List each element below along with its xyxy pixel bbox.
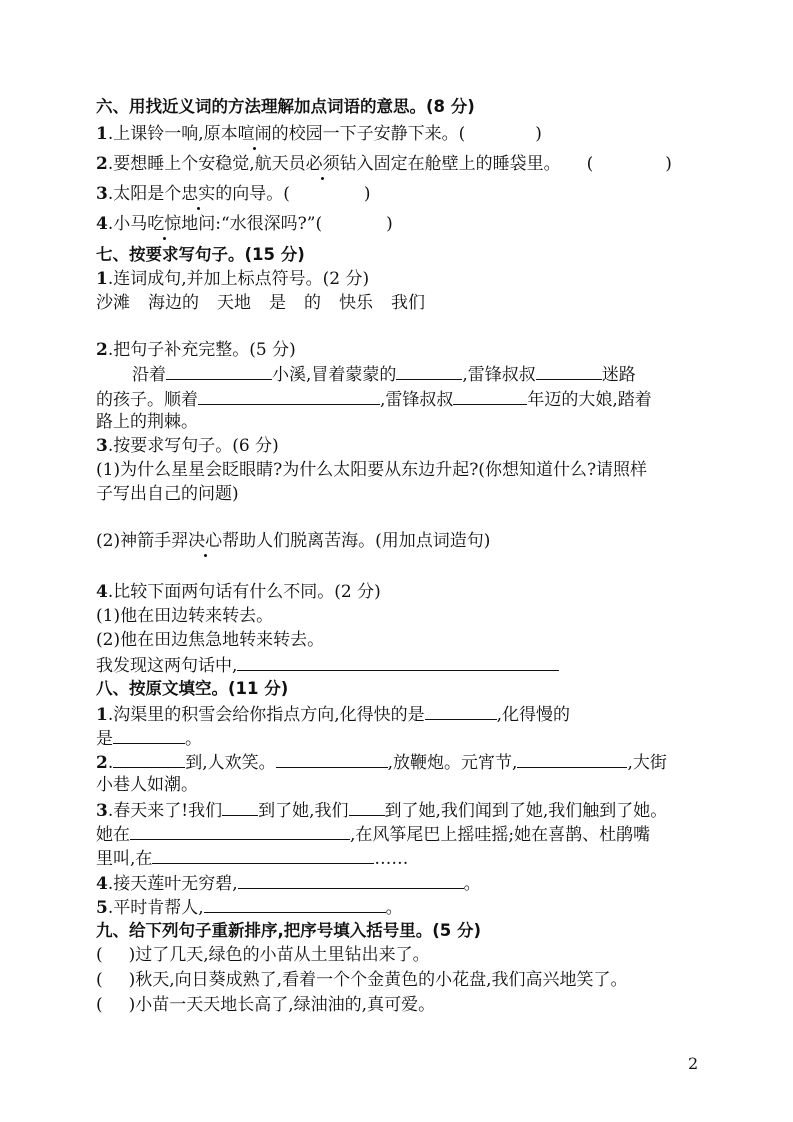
text: .比较下面两句话有什么不同。(2 分) bbox=[107, 582, 381, 602]
text: .按要求写句子。(6 分) bbox=[107, 436, 279, 456]
s7-q3-part-2 bbox=[96, 530, 490, 552]
s8-question-1-cont bbox=[96, 726, 202, 750]
bracket-close: ) bbox=[128, 995, 136, 1015]
text: .接天莲叶无穷碧, bbox=[107, 874, 238, 894]
question-number: 3 bbox=[96, 184, 108, 204]
question-number: 4 bbox=[96, 214, 108, 234]
s8-question-3-line-3 bbox=[96, 846, 408, 870]
text: 秋天,向日葵成熟了,看着一个个金黄色的小花盘,我们高兴地笑了。 bbox=[135, 970, 628, 990]
text: .小马 bbox=[107, 214, 148, 234]
s6-question-2 bbox=[96, 153, 672, 175]
text: 到,人欢笑。 bbox=[185, 753, 276, 773]
text: 小溪,冒着蒙蒙的 bbox=[272, 365, 397, 385]
text: 沿着 bbox=[132, 365, 166, 385]
text: 帮助人们脱离苦海。(用加点词造句) bbox=[222, 531, 491, 551]
question-number: 5 bbox=[96, 898, 108, 918]
word: 是 bbox=[269, 293, 286, 313]
text: .上课铃一响,原本 bbox=[107, 124, 238, 144]
text: .要想睡上个安稳觉,航天员 bbox=[107, 154, 306, 174]
text: 的校园一下子安静下来。( bbox=[271, 124, 466, 144]
text: 迷路 bbox=[601, 365, 636, 385]
text: 到了她,我们 bbox=[258, 801, 349, 821]
answer-blank[interactable] bbox=[237, 653, 559, 671]
s9-item-2 bbox=[96, 969, 628, 991]
text: ,雷锋叔叔 bbox=[380, 390, 454, 410]
question-number: 3 bbox=[96, 436, 108, 456]
dotted-word: 喧闹 bbox=[237, 124, 272, 144]
text: 过了几天,绿色的小苗从土里钻出来了。 bbox=[135, 945, 430, 965]
answer-blank[interactable] bbox=[276, 750, 388, 768]
s6-question-1 bbox=[96, 123, 542, 145]
word-list bbox=[96, 292, 425, 314]
answer-blank[interactable] bbox=[222, 798, 258, 816]
text: 是 bbox=[96, 729, 113, 749]
text: 的孩子。顺着 bbox=[96, 390, 198, 410]
s7-question-4 bbox=[96, 581, 381, 603]
question-number: 4 bbox=[96, 582, 108, 602]
answer-blank[interactable] bbox=[536, 362, 602, 380]
dotted-word: 忠实 bbox=[181, 184, 216, 204]
text: ) bbox=[535, 124, 542, 144]
text: ,化得慢的 bbox=[496, 705, 571, 725]
bracket-close: ) bbox=[128, 945, 136, 965]
text: ,雷锋叔叔 bbox=[462, 365, 536, 385]
s7-question-3 bbox=[96, 435, 279, 457]
answer-blank[interactable] bbox=[113, 750, 185, 768]
s8-question-3 bbox=[96, 798, 667, 822]
answer-blank[interactable] bbox=[425, 702, 497, 720]
dotted-word: 决心 bbox=[188, 531, 223, 551]
question-number: 4 bbox=[96, 874, 108, 894]
text: 。 bbox=[185, 729, 202, 749]
s7-question-1 bbox=[96, 268, 369, 290]
answer-blank[interactable] bbox=[166, 362, 272, 380]
fill-line-3: 路上的荆棘。 bbox=[96, 412, 198, 432]
word: 沙滩 bbox=[96, 293, 130, 313]
question-number: 3 bbox=[96, 801, 108, 821]
text: ) bbox=[386, 214, 393, 234]
text: 。 bbox=[463, 874, 481, 894]
question-number: 1 bbox=[96, 269, 108, 289]
word: 海边的 bbox=[148, 293, 199, 313]
dotted-word: 必须 bbox=[305, 154, 340, 174]
s9-item-1 bbox=[96, 944, 430, 966]
fill-line-2 bbox=[96, 387, 652, 411]
s6-question-3 bbox=[96, 183, 371, 205]
s7-q4-answer bbox=[96, 653, 559, 677]
answer-blank[interactable] bbox=[152, 846, 374, 864]
text: .连词成句,并加上标点符号。(2 分) bbox=[107, 269, 370, 289]
s8-question-2-cont: 小巷人如潮。 bbox=[96, 775, 198, 795]
section-9-title: 九、给下列句子重新排序,把序号填入括号里。(5 分) bbox=[96, 921, 482, 940]
answer-blank[interactable] bbox=[130, 822, 350, 840]
question-number: 2 bbox=[96, 753, 108, 773]
text: .沟渠里的积雪会给你指点方向,化得快的是 bbox=[107, 705, 425, 725]
dotted-word: 吃惊 bbox=[147, 214, 182, 234]
word: 的 bbox=[304, 293, 321, 313]
bracket-close: ) bbox=[128, 970, 136, 990]
answer-blank[interactable] bbox=[349, 798, 385, 816]
text: 钻入固定在舱壁上的睡袋里。 bbox=[339, 154, 561, 174]
word: 天地 bbox=[217, 293, 251, 313]
answer-blank[interactable] bbox=[198, 387, 380, 405]
s7-q3-part-1a: (1)为什么星星会眨眼睛?为什么太阳要从东边升起?(你想知道什么?请照样 bbox=[96, 460, 648, 480]
text: 到了她,我们闻到了她,我们触到了她。 bbox=[384, 801, 668, 821]
answer-blank[interactable] bbox=[517, 750, 627, 768]
s8-question-2 bbox=[96, 750, 667, 774]
s7-q3-part-1b: 子写出自己的问题) bbox=[96, 484, 239, 504]
s8-question-4 bbox=[96, 871, 481, 895]
text: 。 bbox=[385, 898, 403, 918]
s8-question-1 bbox=[96, 702, 570, 726]
text: …… bbox=[374, 849, 409, 869]
word: 我们 bbox=[391, 293, 425, 313]
section-8-title: 八、按原文填空。(11 分) bbox=[96, 679, 289, 698]
answer-blank[interactable] bbox=[238, 871, 464, 889]
text: ( bbox=[586, 154, 594, 174]
text: .把句子补充完整。(5 分) bbox=[107, 340, 296, 360]
text: ,大街 bbox=[627, 753, 667, 773]
text: 的向导。( bbox=[215, 184, 290, 204]
text: ,放鞭炮。元宵节, bbox=[387, 753, 518, 773]
text: .太阳是个 bbox=[107, 184, 182, 204]
text: 她在 bbox=[96, 825, 130, 845]
s7-q4-sentence-1: (1)他在田边转来转去。 bbox=[96, 606, 274, 626]
s8-question-3-line-2 bbox=[96, 822, 650, 846]
s7-q4-sentence-2: (2)他在田边焦急地转来转去。 bbox=[96, 630, 325, 650]
question-number: 2 bbox=[96, 154, 108, 174]
word: 快乐 bbox=[339, 293, 373, 313]
question-number: 2 bbox=[96, 340, 108, 360]
s8-question-5 bbox=[96, 895, 403, 919]
text: ) bbox=[665, 154, 672, 174]
answer-blank[interactable] bbox=[396, 362, 462, 380]
question-number: 1 bbox=[96, 705, 108, 725]
text: 地问:“水很深吗?”( bbox=[181, 214, 323, 234]
text: 小苗一天天地长高了,绿油油的,真可爱。 bbox=[135, 995, 436, 1015]
question-number: 1 bbox=[96, 124, 108, 144]
answer-blank[interactable] bbox=[453, 387, 527, 405]
answer-blank[interactable] bbox=[204, 895, 386, 913]
page-number: 2 bbox=[688, 1054, 699, 1073]
s9-item-3 bbox=[96, 994, 435, 1016]
bracket-open: ( bbox=[96, 995, 103, 1015]
text: 年迈的大娘,踏着 bbox=[527, 390, 652, 410]
bracket-open: ( bbox=[96, 970, 103, 990]
text: ) bbox=[363, 184, 371, 204]
s6-question-4 bbox=[96, 213, 393, 235]
text: (2)神箭手羿 bbox=[96, 531, 189, 551]
text: ,在风筝尾巴上摇哇摇;她在喜鹊、杜鹃嘴 bbox=[350, 825, 651, 845]
bracket-open: ( bbox=[96, 945, 103, 965]
text: .春天来了!我们 bbox=[107, 801, 223, 821]
text: 里叫,在 bbox=[96, 849, 153, 869]
answer-blank[interactable] bbox=[113, 726, 185, 744]
s7-question-2 bbox=[96, 339, 296, 361]
text: . bbox=[107, 753, 114, 773]
section-6-title: 六、用找近义词的方法理解加点词语的意思。(8 分) bbox=[96, 97, 475, 116]
text: 我发现这两句话中, bbox=[96, 656, 238, 676]
text: .平时肯帮人, bbox=[107, 898, 204, 918]
fill-line-1 bbox=[132, 362, 636, 386]
section-7-title: 七、按要求写句子。(15 分) bbox=[96, 245, 305, 264]
